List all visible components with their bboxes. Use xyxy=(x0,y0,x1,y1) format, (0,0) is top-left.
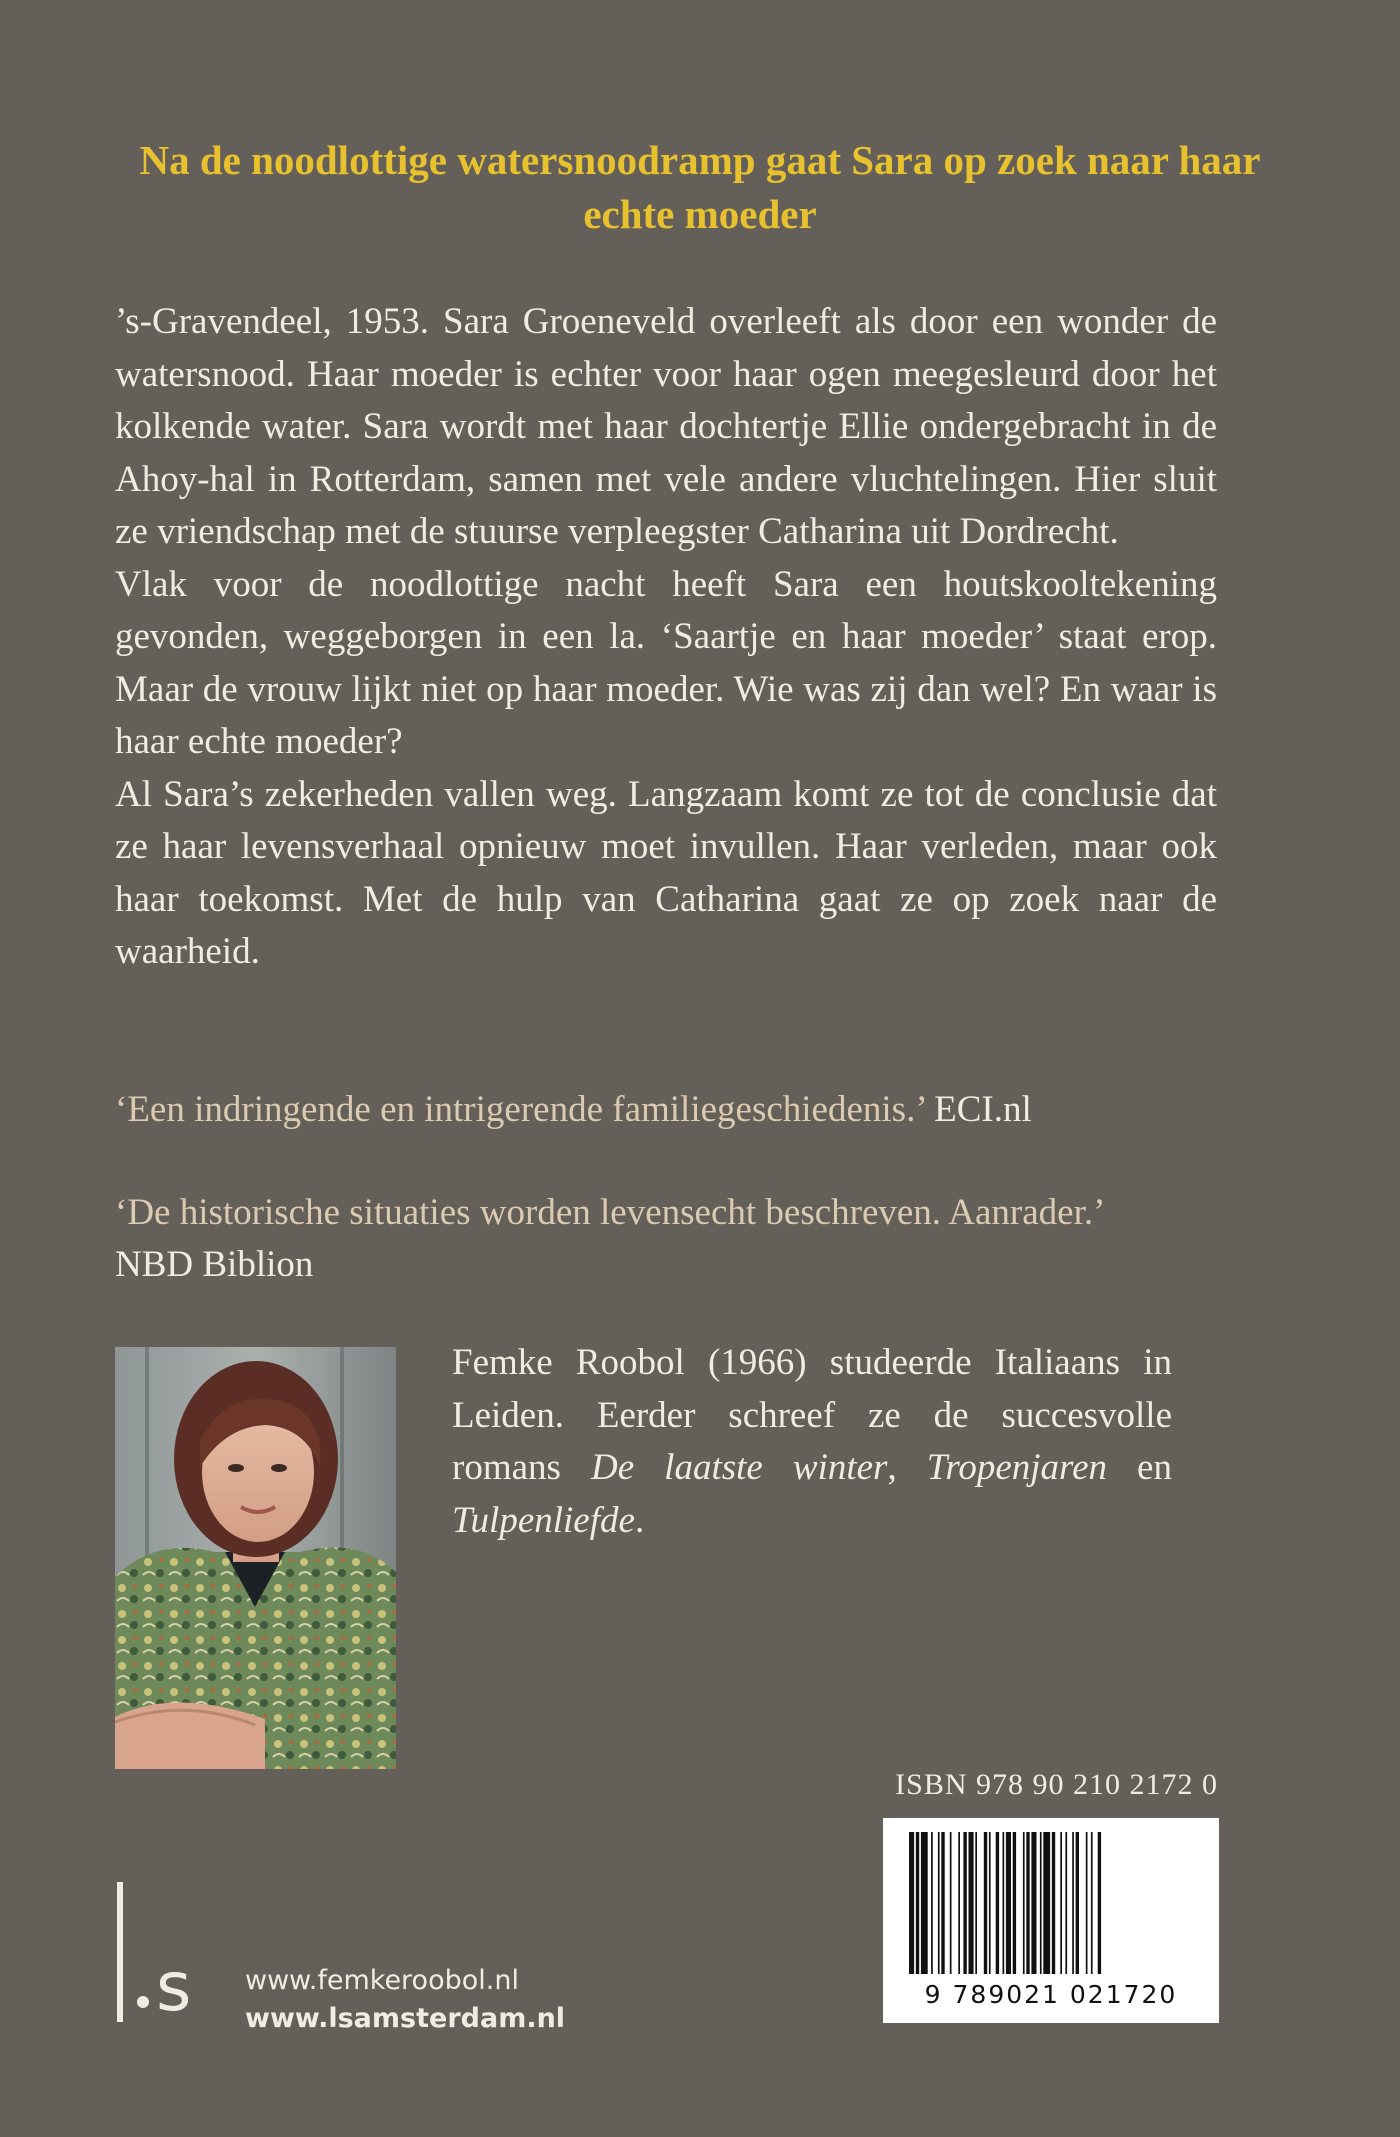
quote-source: ECI.nl xyxy=(934,1089,1032,1130)
book-title: Tulpenliefde xyxy=(452,1499,635,1541)
blurb xyxy=(115,296,1217,979)
blurb-paragraph: Vlak voor de noodlottige nacht heeft Sara een houtskooltekening gevonden, weggeborgen in een la. ‘Saartje en haar moeder’ staat erop. Maar de vrouw lijkt niet op haar moeder. Wie was zij dan wel? En waar is haar echte moeder? xyxy=(115,563,1217,762)
separator: . xyxy=(634,1499,645,1541)
author-bio xyxy=(452,1337,1172,1547)
blurb-paragraph: Al Sara’s zekerheden vallen weg. Langzaam komt ze tot de conclusie dat ze haar levensverhaal opnieuw moet invullen. Haar verleden, maar ook haar toekomst. Met de hulp van Catharina gaat ze op zoek naar de waarheid. xyxy=(115,773,1217,972)
blurb-paragraph: ’s-Gravendeel, 1953. Sara Groeneveld overleeft als door een wonder de watersnood. Haar moeder is echter voor haar ogen meegesleurd door het kolkende water. Sara wordt met haar dochtertje Ellie ondergebracht in de Ahoy-hal in Rotterdam, samen met vele andere vluchtelingen. Hier sluit ze vriendschap met de stuurse verpleegster Catharina uit Dordrecht. xyxy=(115,301,1217,552)
publisher-logo xyxy=(112,1882,222,2027)
barcode-bar xyxy=(941,1832,944,1974)
barcode-bar xyxy=(950,1832,952,1974)
barcode-bar xyxy=(1072,1832,1074,1974)
barcode-bar xyxy=(1043,1832,1050,1974)
barcode-bar xyxy=(938,1832,940,1974)
barcode-bar xyxy=(975,1832,977,1974)
barcode-bar xyxy=(1013,1832,1016,1974)
barcode-bar xyxy=(1031,1832,1036,1974)
review-quote xyxy=(115,1084,1217,1136)
author-photo xyxy=(115,1347,396,1769)
logo-letter: s xyxy=(156,1948,192,2027)
tagline: Na de noodlottige watersnoodramp gaat Sara op zoek naar haar echte moeder xyxy=(139,137,1261,237)
quote-source: NBD Biblion xyxy=(115,1244,314,1285)
barcode-bar xyxy=(996,1832,999,1974)
barcode-bar xyxy=(1091,1832,1093,1974)
book-title: De laatste winter xyxy=(590,1447,888,1488)
logo-bar xyxy=(117,1882,123,2022)
barcode-bar xyxy=(969,1832,974,1974)
barcode-bar xyxy=(1060,1832,1062,1974)
barcode-bar xyxy=(989,1832,991,1974)
separator: , xyxy=(887,1447,927,1488)
barcode-bar xyxy=(909,1832,914,1974)
barcode xyxy=(883,1818,1219,2023)
barcode-bar xyxy=(958,1832,960,1974)
author-bio-text: Femke Roobol (1966) studeerde Italiaans in Leiden. Eerder schreef ze de succesvolle romans xyxy=(452,1342,1172,1488)
barcode-bars xyxy=(883,1818,1219,1978)
barcode-bar xyxy=(984,1832,987,1974)
barcode-bar xyxy=(1065,1832,1067,1974)
barcode-bar xyxy=(1086,1832,1088,1974)
review-quote xyxy=(115,1187,1217,1291)
barcode-bar xyxy=(1003,1832,1005,1974)
quote-text: ‘De historische situaties worden levensecht beschreven. Aanrader.’ xyxy=(115,1192,1106,1233)
separator: en xyxy=(1107,1447,1172,1488)
barcode-bar xyxy=(1076,1832,1079,1974)
barcode-bar xyxy=(1006,1832,1011,1974)
book-title: Tropenjaren xyxy=(926,1447,1107,1488)
logo-dot xyxy=(137,1996,149,2008)
barcode-bar xyxy=(1052,1832,1055,1974)
publisher-websites xyxy=(245,1962,565,2038)
barcode-bar xyxy=(931,1832,933,1974)
barcode-bar xyxy=(963,1832,966,1974)
barcode-bar xyxy=(1026,1832,1029,1974)
barcode-bar xyxy=(1098,1832,1101,1974)
isbn: ISBN 978 90 210 2172 0 xyxy=(895,1768,1218,1801)
barcode-bar xyxy=(1023,1832,1025,1974)
barcode-number: 9 789021 021720 xyxy=(924,1980,1178,2009)
barcode-bar xyxy=(916,1832,919,1974)
author-website-link[interactable]: www.femkeroobol.nl xyxy=(245,1965,519,1996)
quote-text: ‘Een indringende en intrigerende familiegeschiedenis.’ xyxy=(115,1089,925,1130)
barcode-bar xyxy=(1040,1832,1042,1974)
publisher-website-link[interactable]: www.lsamsterdam.nl xyxy=(245,2003,566,2034)
barcode-bar xyxy=(921,1832,928,1974)
